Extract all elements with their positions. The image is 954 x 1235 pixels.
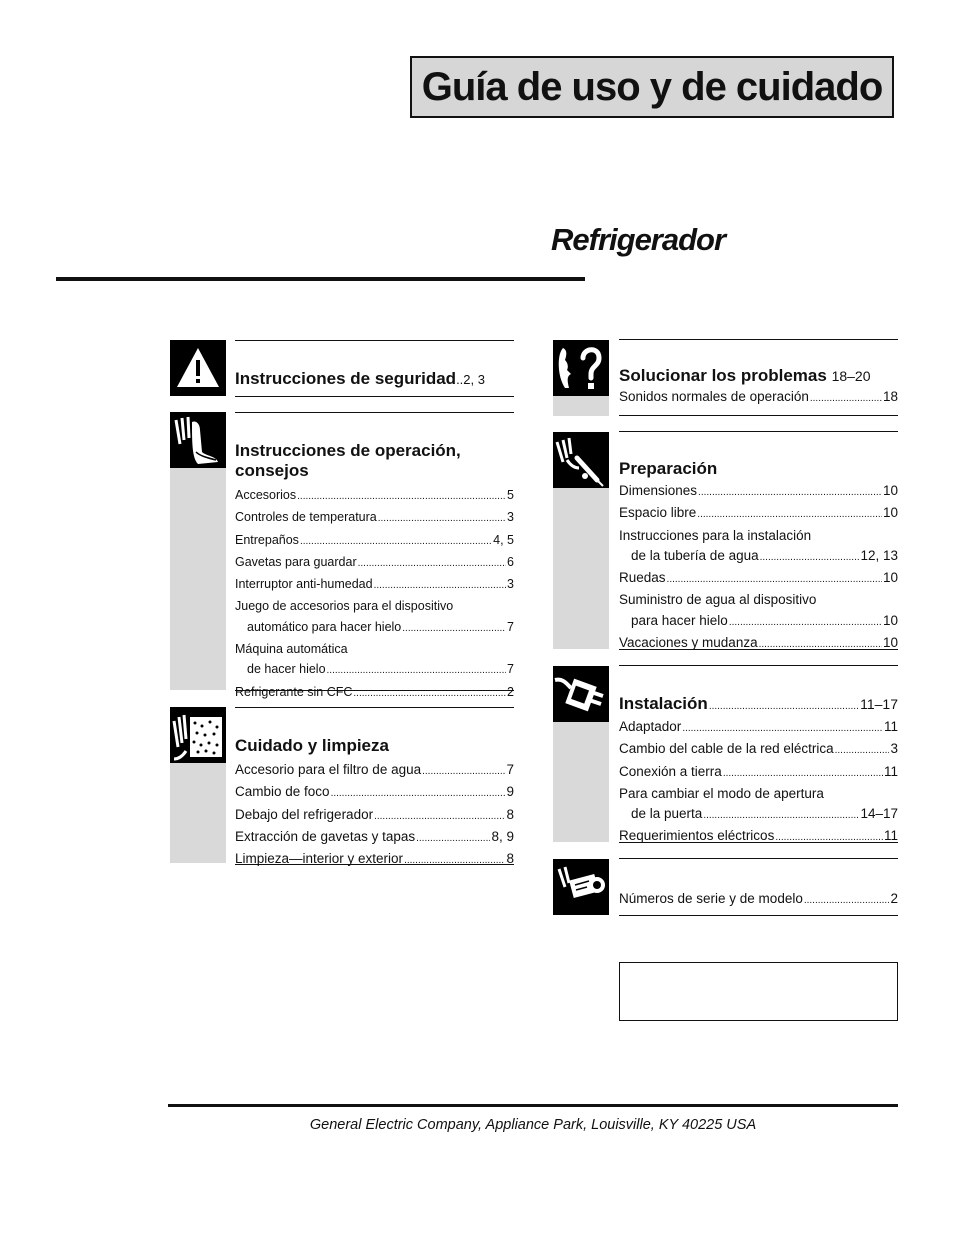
power-plug-icon xyxy=(553,666,609,722)
finger-press-icon xyxy=(170,412,226,468)
list-item[interactable]: Accesorios ..... 5 xyxy=(235,485,514,507)
product-subtitle: Refrigerador xyxy=(551,222,726,257)
entry-list xyxy=(619,889,898,911)
screwdriver-icon xyxy=(553,432,609,488)
entry-list xyxy=(619,387,898,409)
section-operacion xyxy=(235,412,514,699)
section-title: Preparación xyxy=(619,459,718,478)
list-item[interactable]: Extracción de gavetas y tapas ..... 8, 9 xyxy=(235,827,514,849)
list-item[interactable]: automático para hacer hielo ..... 7 xyxy=(235,617,514,639)
footer-address: General Electric Company, Appliance Park, Louisville, KY 40225 USA xyxy=(309,1117,757,1133)
header-rule xyxy=(56,277,585,281)
list-item[interactable]: Refrigerante sin CFC ..... 2 xyxy=(235,682,514,704)
section-title: Instrucciones de seguridad xyxy=(235,369,457,388)
section-title-link[interactable] xyxy=(235,369,514,390)
list-item[interactable]: Requerimientos eléctricos ..... 11 xyxy=(619,826,898,848)
section-pages: ..2, 3 xyxy=(456,372,485,387)
list-item: Juego de accesorios para el dispositivo xyxy=(235,599,454,614)
section-limpieza xyxy=(235,707,514,865)
list-item[interactable]: Cambio del cable de la red eléctrica ..... 3 xyxy=(619,739,898,761)
section-title: Instalación xyxy=(619,694,708,713)
list-item: Instrucciones para la instalación xyxy=(619,527,812,543)
entry-list xyxy=(235,760,514,871)
blank-notes-box xyxy=(619,962,898,1021)
section-icon-column xyxy=(553,340,609,416)
list-item[interactable]: Debajo del refrigerador ..... 8 xyxy=(235,805,514,827)
section-icon-column xyxy=(553,666,609,842)
section-icon-column xyxy=(170,707,226,863)
list-item[interactable]: Adaptador ..... 11 xyxy=(619,717,898,739)
section-icon-column xyxy=(553,859,609,915)
question-face-icon xyxy=(553,340,609,396)
list-item[interactable]: Ruedas ..... 10 xyxy=(619,568,898,590)
list-item[interactable]: Dimensiones ..... 10 xyxy=(619,481,898,503)
section-seguridad xyxy=(235,340,514,397)
list-item[interactable]: de la puerta ..... 14–17 xyxy=(619,804,898,826)
list-item: Para cambiar el modo de apertura xyxy=(619,785,824,801)
section-preparacion xyxy=(619,431,898,650)
list-item[interactable]: Vacaciones y mudanza ..... 10 xyxy=(619,633,898,655)
section-icon-column xyxy=(553,432,609,649)
section-title: Cuidado y limpieza xyxy=(235,736,389,755)
list-item[interactable]: Números de serie y de modelo ..... 2 xyxy=(619,889,898,911)
list-item[interactable]: Accesorio para el filtro de agua ..... 7 xyxy=(235,760,514,782)
section-pages: 11–17 xyxy=(860,696,898,712)
list-item: Suministro de agua al dispositivo xyxy=(619,592,817,608)
list-item: Máquina automática xyxy=(235,642,348,657)
entry-list xyxy=(619,694,898,849)
entry-list xyxy=(619,481,898,655)
section-title-link[interactable] xyxy=(619,366,898,386)
footer-rule xyxy=(168,1104,898,1107)
list-item[interactable]: Interruptor anti-humedad ..... 3 xyxy=(235,574,514,596)
section-problemas xyxy=(619,339,898,416)
list-item[interactable]: Limpieza—interior y exterior ..... 8 xyxy=(235,849,514,871)
section-icon-column xyxy=(170,412,226,690)
list-item[interactable]: de la tubería de agua ..... 12, 13 xyxy=(619,546,898,568)
list-item[interactable]: Espacio libre ..... 10 xyxy=(619,503,898,525)
section-instalacion xyxy=(619,665,898,843)
section-pages: 18–20 xyxy=(831,368,871,384)
list-item[interactable]: Entrepaños ..... 4, 5 xyxy=(235,530,514,552)
list-item[interactable]: Gavetas para guardar ..... 6 xyxy=(235,552,514,574)
section-title: Solucionar los problemas xyxy=(619,366,827,385)
title-box xyxy=(410,56,894,118)
section-title-link[interactable] xyxy=(619,694,898,717)
section-serie xyxy=(619,858,898,916)
list-item[interactable]: para hacer hielo ..... 10 xyxy=(619,611,898,633)
list-item[interactable]: Conexión a tierra ..... 11 xyxy=(619,762,898,784)
list-item[interactable]: Sonidos normales de operación ..... 18 xyxy=(619,387,898,409)
sponge-hand-icon xyxy=(170,707,226,763)
entry-list xyxy=(235,485,514,704)
section-title: Instrucciones de operación, consejos xyxy=(235,441,461,480)
list-item[interactable]: Controles de temperatura ..... 3 xyxy=(235,507,514,529)
list-item[interactable]: Cambio de foco ..... 9 xyxy=(235,782,514,804)
page-title: Guía de uso y de cuidado xyxy=(421,64,883,109)
serial-tag-icon xyxy=(553,859,609,915)
section-icon-column xyxy=(170,340,226,396)
warning-triangle-icon xyxy=(170,340,226,396)
list-item[interactable]: de hacer hielo ..... 7 xyxy=(235,659,514,681)
